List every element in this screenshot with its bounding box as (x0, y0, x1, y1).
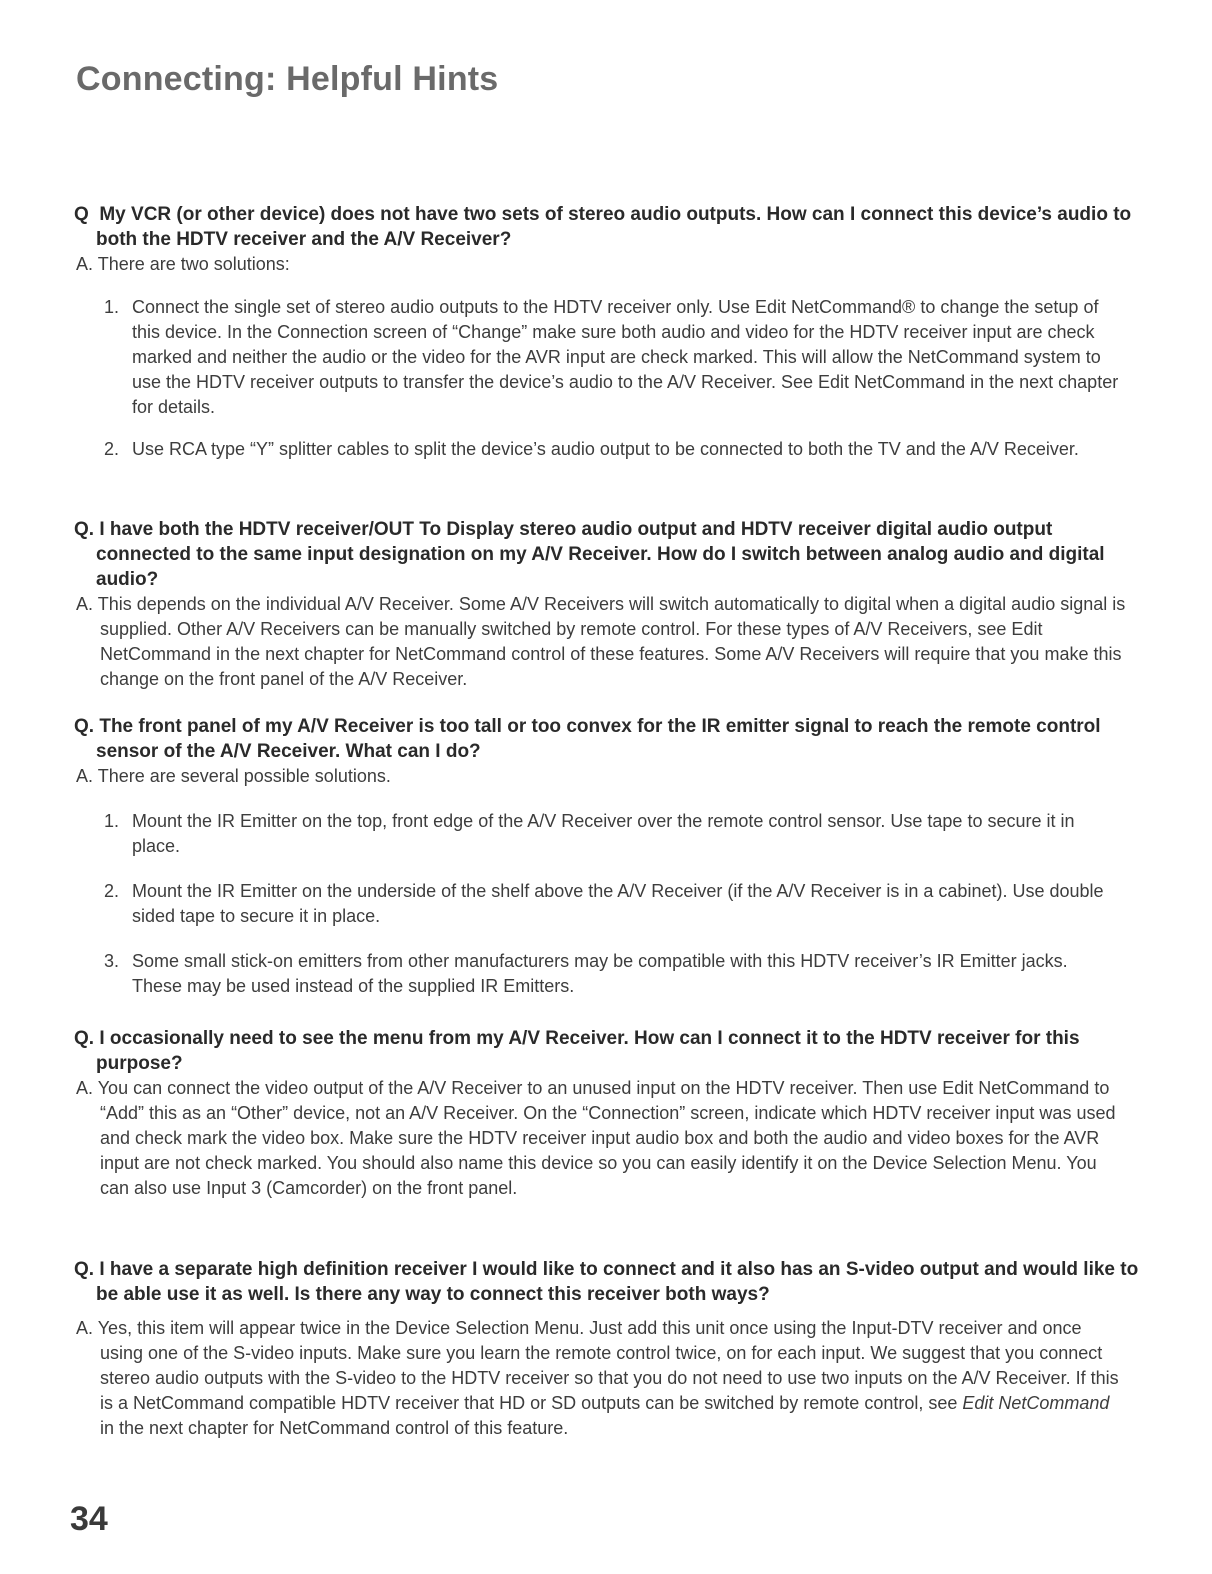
page-title: Connecting: Helpful Hints (76, 60, 499, 98)
qa-block-3 (0, 714, 1212, 999)
qa-block-2 (0, 517, 1212, 692)
answer-prefix: A. (76, 594, 94, 614)
qa-block-4 (0, 1026, 1212, 1201)
question-prefix: Q. (74, 1259, 95, 1280)
answer-prefix: A. (76, 1318, 94, 1338)
list-item-number: 2. (104, 439, 120, 459)
list-item (0, 879, 1212, 929)
answer (0, 1316, 1212, 1441)
answer-text: You can connect the video output of the A/V Receiver to an unused input on the HDTV receiver. Then use Edit NetCommand to “Add” this as an “Other” device, not an A/V Receiver. On the “Connection” screen, indicate which HDTV receiver input was used and check mark the video box. Make sure the HDTV receiver input audio box and both the audio and video boxes for the AVR input are not check marked. You should also name this device so you can easily identify it on the Device Selection Menu. You can also use Input 3 (Camcorder) on the front panel. (97, 1078, 1116, 1198)
answer-text-start: Yes, this item will appear twice in the Device Selection Menu. Just add this unit once using the Input-DTV receiver and once using one of the S-video inputs. Make sure you learn the remote control twice, on for each input. We suggest that you connect stereo audio outputs with the S-video to the HDTV receiver so that you do not need to use two inputs on the A/V Receiver. If this is a NetCommand compatible HDTV receiver that HD or SD outputs can be switched by remote control, see (97, 1318, 1119, 1413)
answer-text-end: in the next chapter for NetCommand control of this feature. (100, 1418, 569, 1438)
question-prefix: Q (74, 204, 89, 225)
question-text: I have a separate high definition receiver I would like to connect and it also has an S-video output and would like to be able use it as well. Is there any way to connect this receiver both ways? (96, 1259, 1139, 1305)
question (0, 1026, 1212, 1076)
question-prefix: Q. (74, 716, 95, 737)
answer-prefix: A. (76, 254, 94, 274)
question-text: My VCR (or other device) does not have two sets of stereo audio outputs. How can I connect this device’s audio to both the HDTV receiver and the A/V Receiver? (96, 204, 1132, 250)
list-item-text: Use RCA type “Y” splitter cables to split the device’s audio output to be connected to both the TV and the A/V Receiver. (132, 439, 1079, 459)
qa-block-1 (0, 202, 1212, 462)
qa-block-5 (0, 1257, 1212, 1441)
list-item-number: 3. (104, 951, 120, 971)
solution-list (0, 809, 1212, 999)
list-item (0, 809, 1212, 859)
answer-emphasis: Edit NetCommand (962, 1393, 1110, 1413)
answer (0, 252, 1212, 277)
question (0, 202, 1212, 252)
answer (0, 764, 1212, 789)
question (0, 714, 1212, 764)
solution-list (0, 295, 1212, 462)
list-item-text: Connect the single set of stereo audio outputs to the HDTV receiver only. Use Edit NetCommand® to change the setup of this device. In the Connection screen of “Change” make sure both audio and video for the HDTV receiver input are check marked and neither the audio or the video for the AVR input are check marked. This will allow the NetCommand system to use the HDTV receiver outputs to transfer the device’s audio to the A/V Receiver. See Edit NetCommand in the next chapter for details. (132, 297, 1119, 417)
list-item-text: Mount the IR Emitter on the top, front edge of the A/V Receiver over the remote control sensor. Use tape to secure it in place. (132, 811, 1075, 856)
page-number: 34 (70, 1500, 108, 1538)
list-item-number: 2. (104, 881, 120, 901)
question (0, 1257, 1212, 1307)
question-text: The front panel of my A/V Receiver is too tall or too convex for the IR emitter signal to reach the remote control sensor of the A/V Receiver. What can I do? (96, 716, 1101, 762)
question (0, 517, 1212, 592)
question-text: I occasionally need to see the menu from my A/V Receiver. How can I connect it to the HDTV receiver for this purpose? (96, 1028, 1080, 1074)
list-item (0, 295, 1212, 420)
question-prefix: Q. (74, 519, 95, 540)
list-item (0, 949, 1212, 999)
answer (0, 592, 1212, 692)
answer-text: There are several possible solutions. (97, 766, 391, 786)
answer-text: This depends on the individual A/V Receiver. Some A/V Receivers will switch automatically to digital when a digital audio signal is supplied. Other A/V Receivers can be manually switched by remote control. For these types of A/V Receivers, see Edit NetCommand in the next chapter for NetCommand control of these features. Some A/V Receivers will require that you make this change on the front panel of the A/V Receiver. (97, 594, 1126, 689)
list-item (0, 437, 1212, 462)
question-text: I have both the HDTV receiver/OUT To Display stereo audio output and HDTV receiver digital audio output connected to the same input designation on my A/V Receiver. How do I switch between analog audio and digital audio? (96, 519, 1105, 590)
list-item-text: Some small stick-on emitters from other manufacturers may be compatible with this HDTV receiver’s IR Emitter jacks. These may be used instead of the supplied IR Emitters. (132, 951, 1068, 996)
list-item-number: 1. (104, 811, 120, 831)
list-item-number: 1. (104, 297, 120, 317)
question-prefix: Q. (74, 1028, 95, 1049)
answer (0, 1076, 1212, 1201)
answer-text: There are two solutions: (97, 254, 290, 274)
answer-prefix: A. (76, 766, 94, 786)
list-item-text: Mount the IR Emitter on the underside of the shelf above the A/V Receiver (if the A/V Receiver is in a cabinet). Use double sided tape to secure it in place. (132, 881, 1104, 926)
answer-prefix: A. (76, 1078, 94, 1098)
